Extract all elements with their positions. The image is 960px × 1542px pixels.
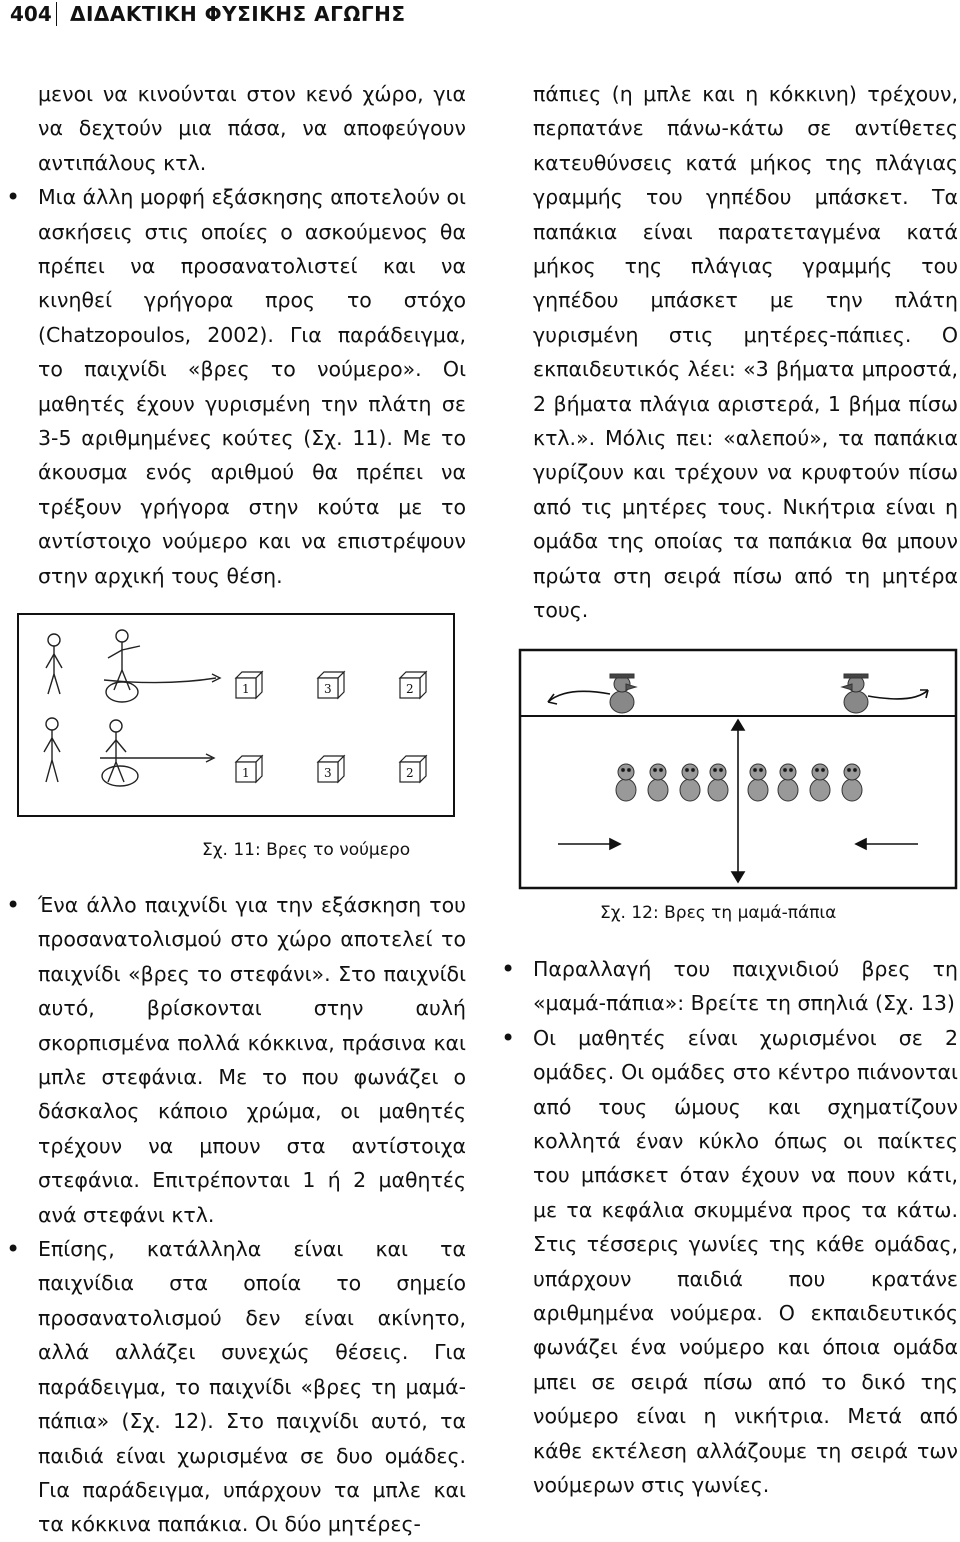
page-number: 404 (10, 2, 52, 26)
student-head (110, 720, 122, 732)
duckling (708, 764, 728, 801)
hoop (106, 682, 138, 702)
run-arrow (104, 678, 216, 683)
box-number: 1 (242, 682, 250, 696)
right-turn-arrow (868, 690, 928, 699)
box-number: 2 (406, 682, 414, 696)
bullet-paragraph: • Οι μαθητές είναι χωρισμένοι σε 2 ομάδες. Οι ομάδες στο κέντρο πιάνονται από τους ώμους και σχηματίζουν κολλητά έναν κύκλο όπως οι παίκτες του μπάσκετ όταν έχουν να πουν κάτι, με τα κεφάλια σκυμμένα προς τα κάτω. Στις τέσσερις γωνίες της κάθε ομάδας, υπάρχουν παιδιά που κρατάνε αριθμημένα νούμερα. Ο εκπαιδευτικός φωνάζει ένα νούμερο και όποια ομάδα μπει σε σειρά πίσω από το δικό της νούμερο είναι η νικήτρια. Μετά από κάθε εκτέλεση αλλάζουμε τη σειρά των νούμερων στις γωνίες. (533, 1021, 958, 1503)
header-divider (56, 2, 57, 26)
numbered-box (318, 756, 344, 782)
student-head (116, 630, 128, 642)
right-column-lower (533, 952, 958, 1503)
running-title: ΔΙΔΑΚΤΙΚΗ ΦΥΣΙΚΗΣ ΑΓΩΓΗΣ (70, 2, 406, 26)
student-head (46, 718, 58, 730)
student-head (48, 634, 60, 646)
right-column-upper (533, 77, 958, 628)
figure-frame (18, 614, 454, 816)
bullet-paragraph: • Ένα άλλο παιχνίδι για την εξάσκηση του προσανατολισμού στο χώρο αποτελεί το παιχνίδι «βρες το στεφάνι». Στο παιχνίδι αυτό, βρίσκονται στην αυλή σκορπισμένα πολλά κόκκινα, πράσινα και μπλε στεφάνια. Με το που φωνάζει ο δάσκαλος κάποιο χρώμα, οι μαθητές τρέχουν να μπουν στα αντίστοιχα στεφάνια. Επιτρέπονται 1 ή 2 μαθητές ανά στεφάνι κτλ. (38, 888, 466, 1232)
figure-11-drawing (16, 612, 456, 818)
numbered-box (236, 672, 262, 698)
bullet-paragraph: • Επίσης, κατάλληλα είναι και τα παιχνίδια στα οποία το σημείο προσανατολισμού δεν είναι ακίνητο, αλλά αλλάζει συνεχώς θέσεις. Για παράδειγμα, το παιχνίδι «βρες τη μαμά-πάπια» (Σχ. 12). Στο παιχνίδι αυτό, τα παιδιά είναι χωρισμένα σε δυο ομάδες. Για παράδειγμα, υπάρχουν τα μπλε και τα κόκκινα παπάκια. Οι δύο μητέρες- (38, 1232, 466, 1542)
numbered-box (400, 672, 426, 698)
figure-12-drawing (518, 648, 958, 890)
bullet-paragraph: • Παραλλαγή του παιχνιδιού βρες τη «μαμά-πάπια»: Βρείτε τη σπηλιά (Σχ. 13) (533, 952, 958, 1021)
numbered-box (400, 756, 426, 782)
left-column-lower (38, 888, 466, 1542)
figure-find-the-number (16, 612, 456, 818)
duckling (648, 764, 668, 801)
page-header (0, 0, 420, 28)
hoop (102, 766, 138, 786)
duckling (810, 764, 830, 801)
numbered-box (236, 756, 262, 782)
mother-duck-left (610, 674, 636, 713)
mother-duck-right (842, 674, 868, 713)
box-number: 3 (324, 682, 332, 696)
figure-12-caption: Σχ. 12: Βρες τη μαμά-πάπια (600, 903, 837, 923)
duckling (778, 764, 798, 801)
figure-11-caption: Σχ. 11: Βρες το νούμερο (202, 840, 411, 860)
duckling (842, 764, 862, 801)
left-turn-arrow (548, 691, 610, 702)
paragraph: πάπιες (η μπλε και η κόκκινη) τρέχουν, περπατάνε πάνω-κάτω σε αντίθετες κατευθύνσεις κατά μήκος της πλάγιας γραμμής του γηπέδου μπάσκετ. Τα παπάκια είναι παρατεταγμένα κατά μήκος της πλάγιας γραμμής του γηπέδου μπάσκετ με την πλάτη γυρισμένη στις μητέρες-πάπιες. Ο εκπαιδευτικός λέει: «3 βήματα μπροστά, 2 βήματα πλάγια αριστερά, 1 βήμα πίσω κτλ.». Μόλις πει: «αλεπού», τα παπάκια γυρίζουν και τρέχουν να κρυφτούν πίσω από τις μητέρες τους. Νικήτρια είναι η ομάδα της οποίας τα παπάκια θα μπουν πρώτα στη σειρά πίσω από τη μητέρα τους. (533, 82, 958, 623)
box-number: 3 (324, 766, 332, 780)
left-column-upper (38, 77, 466, 593)
duckling (616, 764, 636, 801)
box-number: 2 (406, 766, 414, 780)
numbered-box (318, 672, 344, 698)
figure-find-mother-duck (518, 648, 958, 890)
duckling (748, 764, 768, 801)
bullet-paragraph: • Μια άλλη μορφή εξάσκησης αποτελούν οι ασκήσεις στις οποίες ο ασκούμενος θα πρέπει να προσανατολιστεί και να κινηθεί γρήγορα προς το στόχο (Chatzopoulos, 2002). Για παράδειγμα, το παιχνίδι «βρες το νούμερο». Οι μαθητές έχουν γυρισμένη την πλάτη σε 3-5 αριθμημένες κούτες (Σχ. 11). Με το άκουσμα ενός αριθμού θα πρέπει να τρέξουν γρήγορα στην κούτα με το αντίστοιχο νούμερο και να επιστρέψουν στην αρχική τους θέση. (38, 180, 466, 593)
paragraph: μενοι να κινούνται στον κενό χώρο, για να δεχτούν μια πάσα, να αποφεύγουν αντιπάλους κτλ. (38, 82, 466, 175)
duckling (680, 764, 700, 801)
box-number: 1 (242, 766, 250, 780)
